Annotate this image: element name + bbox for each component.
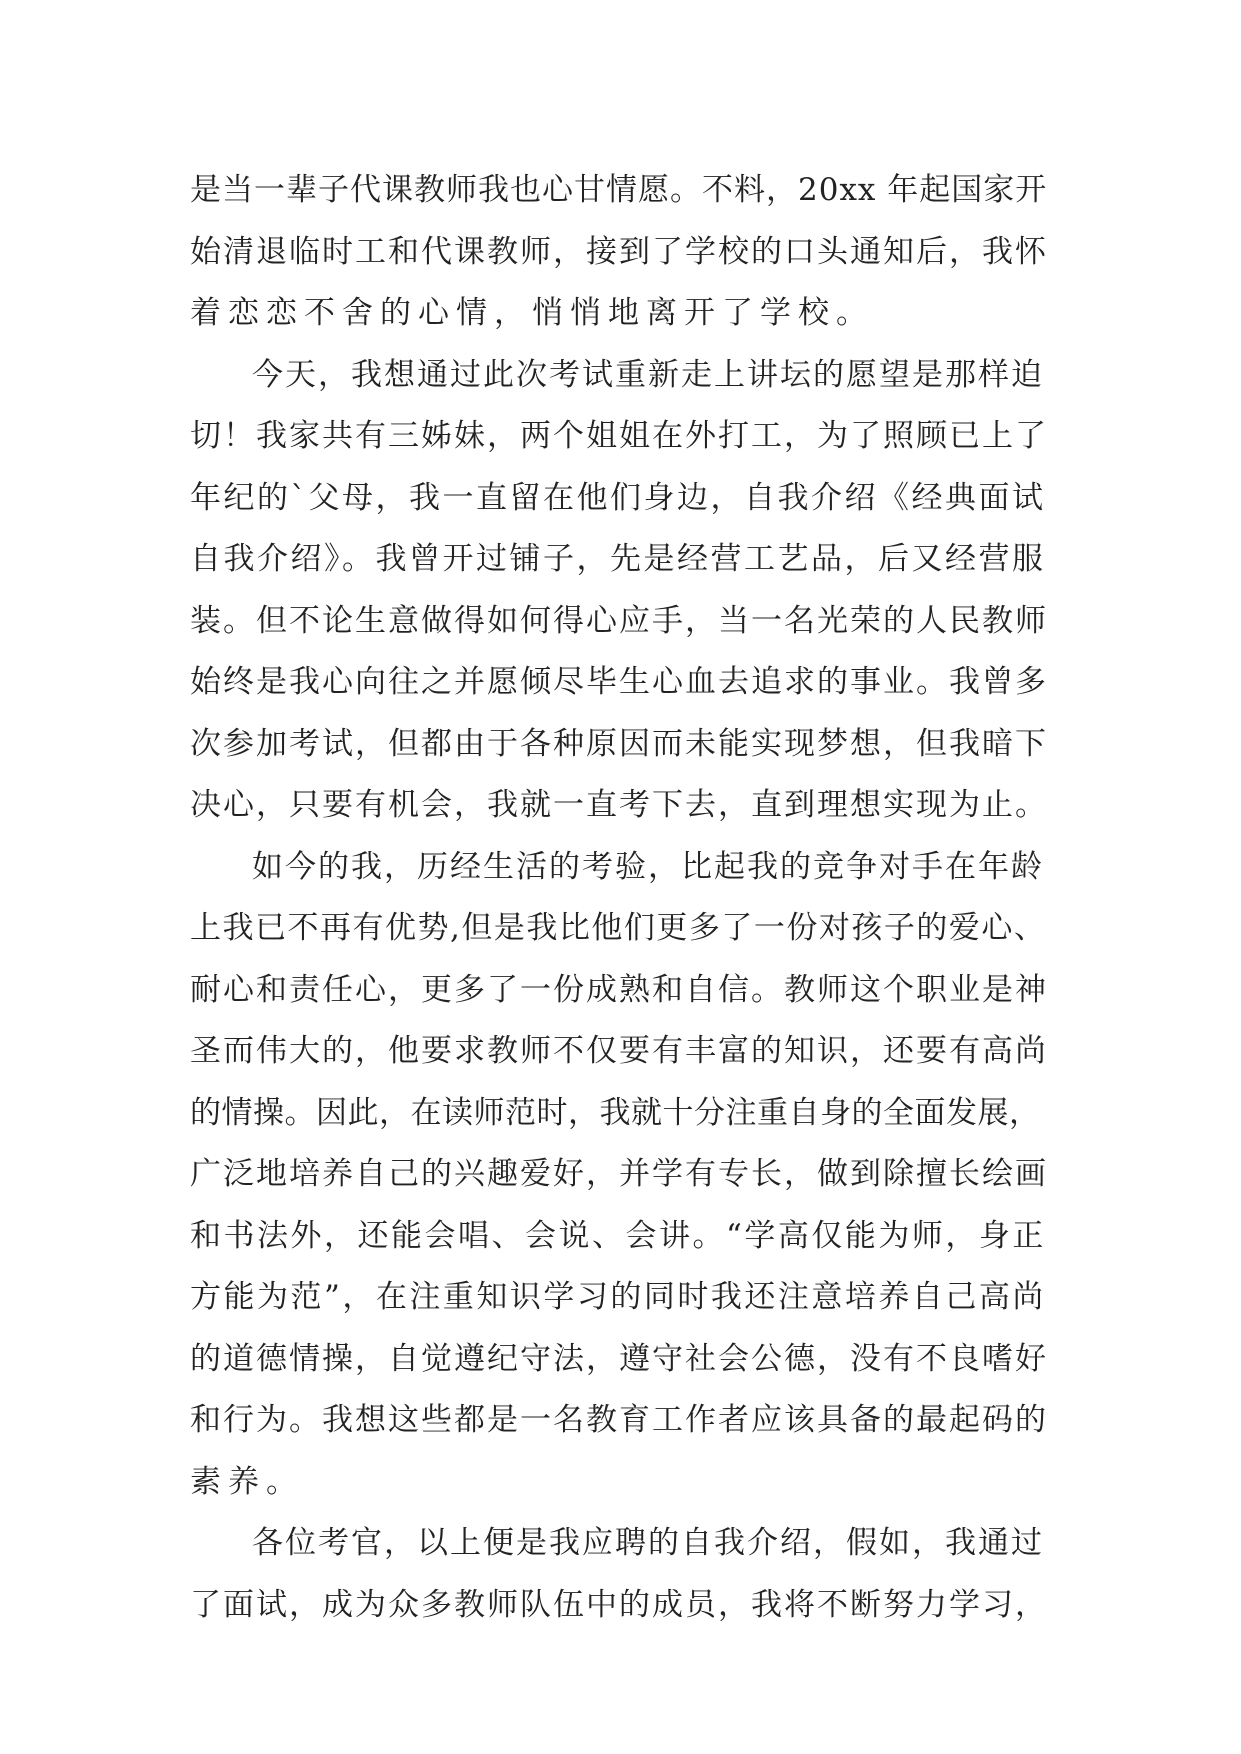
text-line: 始终是我心向往之并愿倾尽毕生心血去追求的事业。我曾多: [190, 664, 1048, 700]
text-line: 各位考官，以上便是我应聘的自我介绍，假如，我通过: [252, 1525, 1044, 1561]
text-line: 广泛地培养自己的兴趣爱好，并学有专长，做到除擅长绘画: [190, 1156, 1048, 1192]
text-line: 装。但不论生意做得如何得心应手，当一名光荣的人民教师: [190, 602, 1048, 639]
text-line: 方能为范”，在注重知识学习的同时我还注意培养自己高尚: [190, 1279, 1046, 1315]
text-line: 上我已不再有优势,但是我比他们更多了一份对孩子的爱心、: [190, 910, 1047, 946]
body-text: [190, 160, 1050, 1636]
text-line: 着恋恋不舍的心情，悄悄地离开了学校。: [190, 295, 874, 331]
text-line: 今天，我想通过此次考试重新走上讲坛的愿望是那样迫: [252, 356, 1044, 393]
text-line: 和书法外，还能会唱、会说、会讲。“学高仅能为师，身正: [190, 1217, 1046, 1254]
text-line: 了面试，成为众多教师队伍中的成员，我将不断努力学习，: [190, 1586, 1048, 1623]
text-line: 圣而伟大的，他要求教师不仅要有丰富的知识，还要有高尚: [190, 1033, 1048, 1069]
text-line: 素养。: [190, 1463, 304, 1500]
text-line: 年纪的`父母，我一直留在他们身边，自我介绍《经典面试: [190, 479, 1046, 516]
text-line: 决心，只要有机会，我就一直考下去，直到理想实现为止。: [190, 787, 1048, 823]
text-line: 的道德情操，自觉遵纪守法，遵守社会公德，没有不良嗜好: [190, 1340, 1048, 1377]
text-line: 自我介绍》。我曾开过铺子，先是经营工艺品，后又经营服: [190, 541, 1046, 577]
text-line: 耐心和责任心，更多了一份成熟和自信。教师这个职业是神: [190, 971, 1048, 1008]
text-line: 切！我家共有三姊妹，两个姐姐在外打工，为了照顾已上了: [190, 418, 1048, 454]
text-line: 次参加考试，但都由于各种原因而未能实现梦想，但我暗下: [190, 725, 1048, 762]
text-line: 始清退临时工和代课教师，接到了学校的口头通知后，我怀: [190, 233, 1048, 270]
text-line: 是当一辈子代课教师我也心甘情愿。不料，20xx 年起国家开: [190, 172, 1048, 208]
text-line: 如今的我，历经生活的考验，比起我的竞争对手在年龄: [252, 848, 1044, 885]
text-line: 和行为。我想这些都是一名教育工作者应该具备的最起码的: [190, 1402, 1048, 1438]
text-line: 的情操。因此，在读师范时，我就十分注重自身的全面发展，: [190, 1094, 1041, 1131]
